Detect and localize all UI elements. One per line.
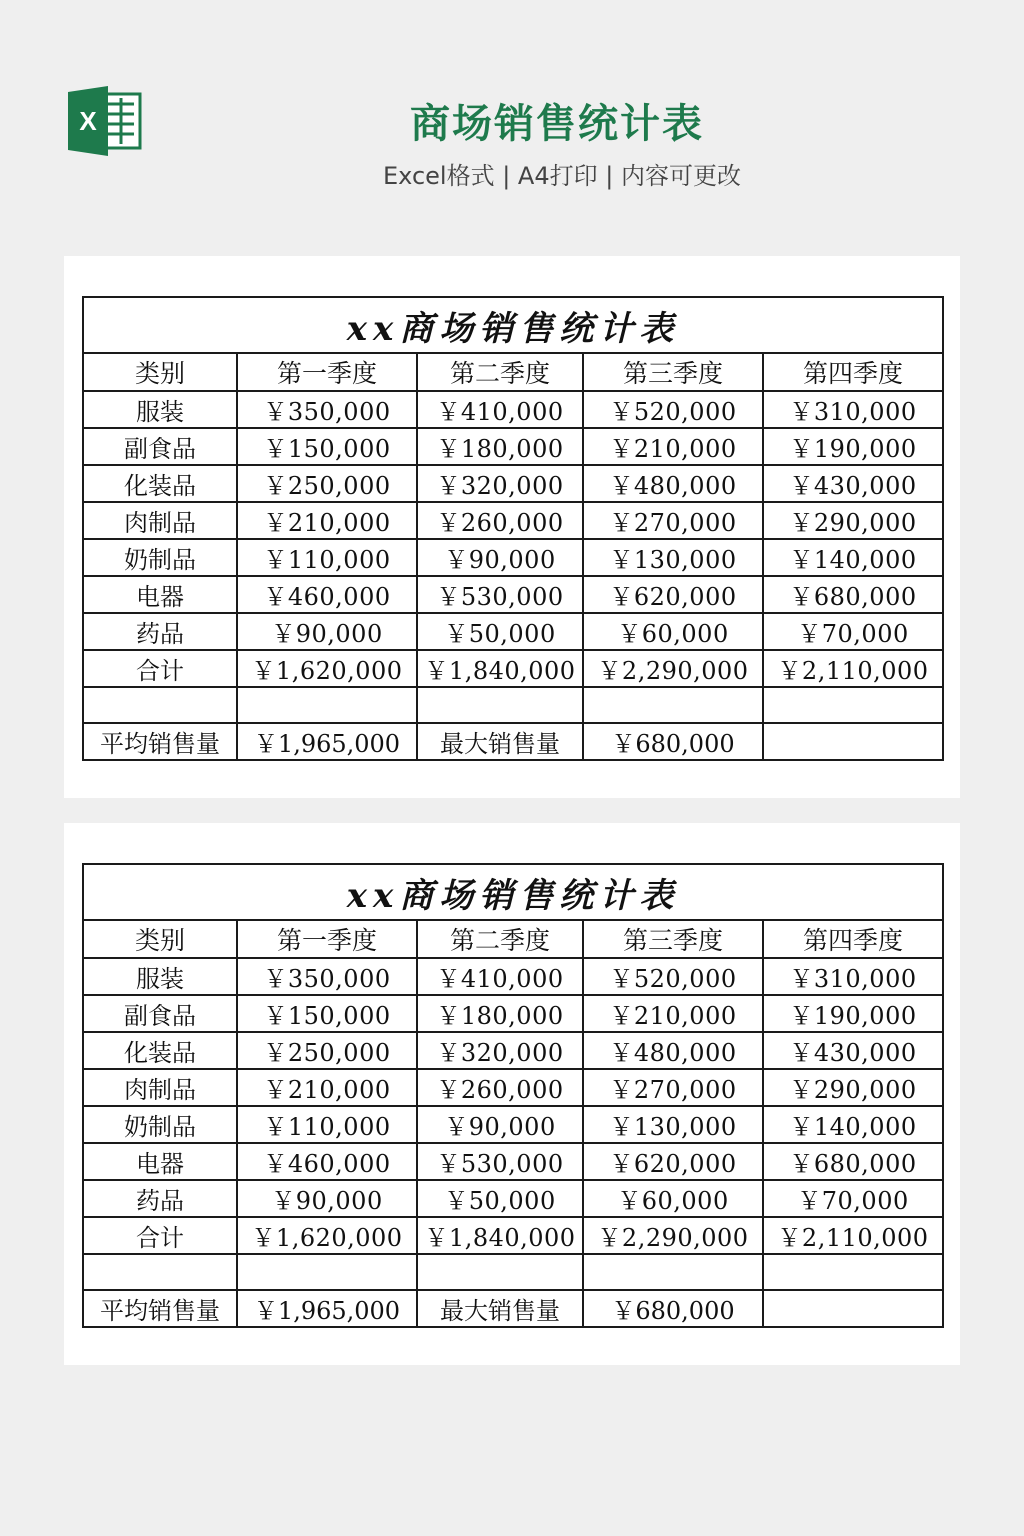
value-cell: ￥310,000: [763, 958, 943, 995]
column-header: 第三季度: [583, 353, 763, 391]
value-cell: ￥520,000: [583, 391, 763, 428]
empty-cell: [83, 1254, 237, 1290]
value-cell: ￥620,000: [583, 576, 763, 613]
column-header: 第一季度: [237, 920, 417, 958]
value-cell: ￥320,000: [417, 465, 583, 502]
table-row: [83, 428, 943, 465]
header: [0, 0, 1024, 230]
column-header: 类别: [83, 353, 237, 391]
category-cell: 肉制品: [83, 502, 237, 539]
page-title: 商场销售统计表: [410, 101, 704, 147]
value-cell: ￥90,000: [237, 613, 417, 650]
value-cell: ￥150,000: [237, 995, 417, 1032]
table-row: [83, 391, 943, 428]
value-cell: ￥180,000: [417, 428, 583, 465]
column-header: 类别: [83, 920, 237, 958]
value-cell: ￥260,000: [417, 502, 583, 539]
value-cell: ￥680,000: [763, 1143, 943, 1180]
value-cell: ￥410,000: [417, 391, 583, 428]
value-cell: ￥410,000: [417, 958, 583, 995]
value-cell: ￥290,000: [763, 502, 943, 539]
table-row: [83, 958, 943, 995]
sheet-preview-2: [64, 823, 960, 1365]
column-header: 第一季度: [237, 353, 417, 391]
value-cell: ￥210,000: [583, 428, 763, 465]
value-cell: ￥480,000: [583, 1032, 763, 1069]
category-cell: 服装: [83, 391, 237, 428]
avg-value: ￥1,965,000: [237, 723, 417, 760]
empty-cell: [83, 687, 237, 723]
empty-cell: [583, 1254, 763, 1290]
category-cell: 副食品: [83, 428, 237, 465]
value-cell: ￥430,000: [763, 1032, 943, 1069]
sheet-title: xx商场销售统计表: [83, 297, 943, 353]
value-cell: ￥260,000: [417, 1069, 583, 1106]
table-row-total: [83, 1217, 943, 1254]
blank-row: [83, 687, 943, 723]
blank-row: [83, 1254, 943, 1290]
summary-row: [83, 1290, 943, 1327]
value-cell: ￥270,000: [583, 1069, 763, 1106]
value-cell: ￥1,620,000: [237, 1217, 417, 1254]
sheet-title: xx商场销售统计表: [83, 864, 943, 920]
value-cell: ￥210,000: [237, 502, 417, 539]
table-row: [83, 502, 943, 539]
value-cell: ￥2,110,000: [763, 650, 943, 687]
value-cell: ￥530,000: [417, 1143, 583, 1180]
value-cell: ￥70,000: [763, 613, 943, 650]
value-cell: ￥70,000: [763, 1180, 943, 1217]
value-cell: ￥620,000: [583, 1143, 763, 1180]
table-row: [83, 613, 943, 650]
category-cell: 合计: [83, 650, 237, 687]
value-cell: ￥60,000: [583, 1180, 763, 1217]
sales-table: [82, 863, 944, 1328]
category-cell: 合计: [83, 1217, 237, 1254]
value-cell: ￥180,000: [417, 995, 583, 1032]
empty-cell: [237, 687, 417, 723]
max-value: ￥680,000: [583, 1290, 763, 1327]
value-cell: ￥110,000: [237, 1106, 417, 1143]
value-cell: ￥460,000: [237, 1143, 417, 1180]
value-cell: ￥110,000: [237, 539, 417, 576]
category-cell: 奶制品: [83, 539, 237, 576]
value-cell: ￥310,000: [763, 391, 943, 428]
sales-table: [82, 296, 944, 761]
value-cell: ￥350,000: [237, 391, 417, 428]
value-cell: ￥2,110,000: [763, 1217, 943, 1254]
value-cell: ￥290,000: [763, 1069, 943, 1106]
table-row: [83, 539, 943, 576]
table-row: [83, 1032, 943, 1069]
table-row: [83, 1106, 943, 1143]
max-label: 最大销售量: [417, 1290, 583, 1327]
value-cell: ￥130,000: [583, 1106, 763, 1143]
value-cell: ￥680,000: [763, 576, 943, 613]
value-cell: ￥130,000: [583, 539, 763, 576]
value-cell: ￥50,000: [417, 1180, 583, 1217]
column-header: 第四季度: [763, 353, 943, 391]
column-header: 第四季度: [763, 920, 943, 958]
column-header: 第二季度: [417, 353, 583, 391]
category-cell: 服装: [83, 958, 237, 995]
value-cell: ￥520,000: [583, 958, 763, 995]
value-cell: ￥270,000: [583, 502, 763, 539]
value-cell: ￥210,000: [237, 1069, 417, 1106]
value-cell: ￥90,000: [237, 1180, 417, 1217]
empty-cell: [417, 1254, 583, 1290]
empty-cell: [763, 723, 943, 760]
category-cell: 肉制品: [83, 1069, 237, 1106]
value-cell: ￥530,000: [417, 576, 583, 613]
value-cell: ￥1,840,000: [417, 650, 583, 687]
avg-label: 平均销售量: [83, 1290, 237, 1327]
avg-label: 平均销售量: [83, 723, 237, 760]
category-cell: 化装品: [83, 465, 237, 502]
value-cell: ￥320,000: [417, 1032, 583, 1069]
value-cell: ￥430,000: [763, 465, 943, 502]
column-header: 第二季度: [417, 920, 583, 958]
sheet-preview-1: [64, 256, 960, 798]
empty-cell: [583, 687, 763, 723]
value-cell: ￥250,000: [237, 1032, 417, 1069]
column-header: 第三季度: [583, 920, 763, 958]
excel-logo-letter: X: [79, 106, 97, 136]
table-row: [83, 1143, 943, 1180]
category-cell: 化装品: [83, 1032, 237, 1069]
value-cell: ￥190,000: [763, 428, 943, 465]
category-cell: 电器: [83, 576, 237, 613]
summary-row: [83, 723, 943, 760]
table-row-total: [83, 650, 943, 687]
table-row: [83, 1069, 943, 1106]
max-value: ￥680,000: [583, 723, 763, 760]
value-cell: ￥2,290,000: [583, 1217, 763, 1254]
value-cell: ￥250,000: [237, 465, 417, 502]
empty-cell: [417, 687, 583, 723]
value-cell: ￥2,290,000: [583, 650, 763, 687]
category-cell: 药品: [83, 613, 237, 650]
value-cell: ￥60,000: [583, 613, 763, 650]
table-row: [83, 1180, 943, 1217]
value-cell: ￥1,840,000: [417, 1217, 583, 1254]
value-cell: ￥210,000: [583, 995, 763, 1032]
value-cell: ￥150,000: [237, 428, 417, 465]
value-cell: ￥480,000: [583, 465, 763, 502]
empty-cell: [237, 1254, 417, 1290]
value-cell: ￥90,000: [417, 1106, 583, 1143]
page-subtitle: Excel格式 | A4打印 | 内容可更改: [383, 162, 741, 190]
table-row: [83, 576, 943, 613]
value-cell: ￥50,000: [417, 613, 583, 650]
table-row: [83, 465, 943, 502]
value-cell: ￥140,000: [763, 1106, 943, 1143]
value-cell: ￥460,000: [237, 576, 417, 613]
category-cell: 副食品: [83, 995, 237, 1032]
category-cell: 药品: [83, 1180, 237, 1217]
table-row: [83, 995, 943, 1032]
empty-cell: [763, 1290, 943, 1327]
value-cell: ￥190,000: [763, 995, 943, 1032]
value-cell: ￥90,000: [417, 539, 583, 576]
value-cell: ￥350,000: [237, 958, 417, 995]
avg-value: ￥1,965,000: [237, 1290, 417, 1327]
max-label: 最大销售量: [417, 723, 583, 760]
category-cell: 奶制品: [83, 1106, 237, 1143]
empty-cell: [763, 687, 943, 723]
value-cell: ￥1,620,000: [237, 650, 417, 687]
category-cell: 电器: [83, 1143, 237, 1180]
value-cell: ￥140,000: [763, 539, 943, 576]
empty-cell: [763, 1254, 943, 1290]
